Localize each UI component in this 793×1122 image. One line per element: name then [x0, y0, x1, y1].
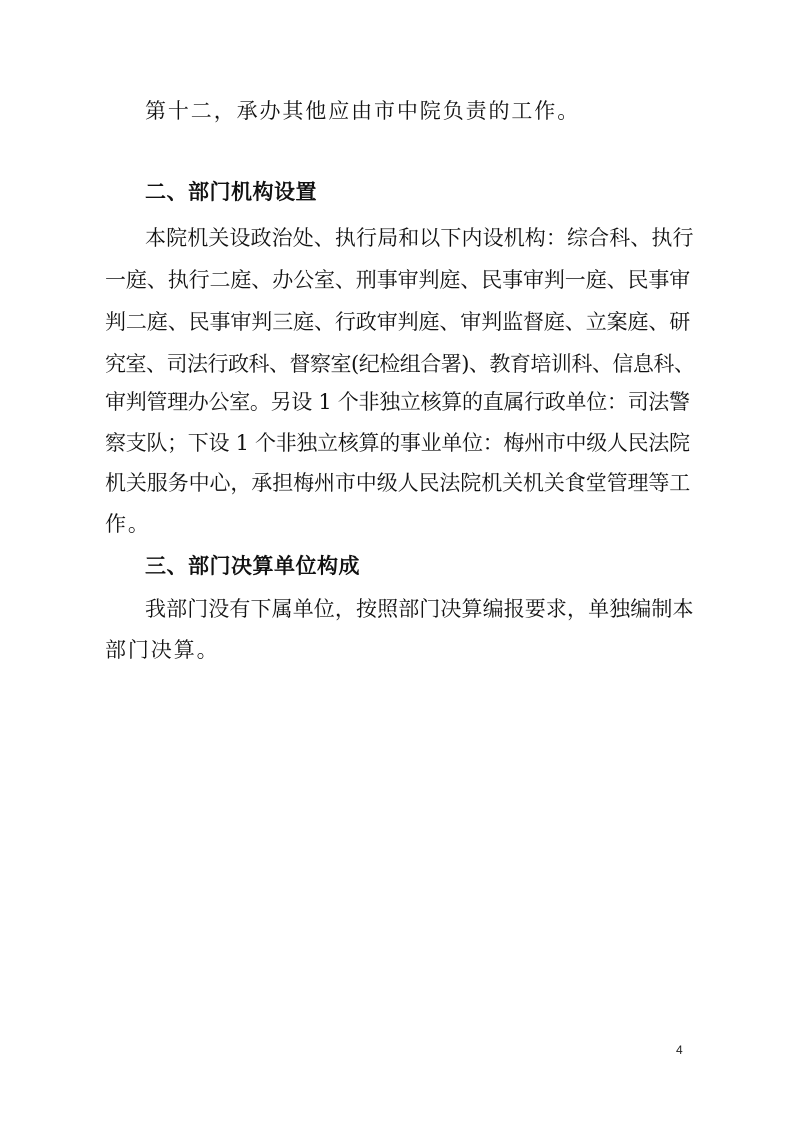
section-3-line: 部门决算。 — [105, 638, 220, 662]
section-2-line: 作。 — [105, 512, 151, 536]
section-2-line: 究室、司法行政科、督察室(纪检组合署)、教育培训科、信息科、 — [105, 352, 695, 376]
page-number: 4 — [676, 1043, 683, 1057]
section-2-line: 察支队；下设 1 个非独立核算的事业单位：梅州市中级人民法院 — [105, 431, 690, 455]
section-2-line: 判二庭、民事审判三庭、行政审判庭、审判监督庭、立案庭、研 — [105, 310, 691, 334]
section-2-line: 机关服务中心，承担梅州市中级人民法院机关机关食堂管理等工 — [105, 471, 691, 495]
section-2-line: 本院机关设政治处、执行局和以下内设机构：综合科、执行 — [145, 226, 694, 250]
section-2-heading: 二、部门机构设置 — [145, 180, 317, 204]
intro-paragraph: 第十二，承办其他应由市中院负责的工作。 — [145, 99, 581, 123]
section-2-line: 审判管理办公室。另设 1 个非独立核算的直属行政单位：司法警 — [105, 390, 690, 414]
section-3-line: 我部门没有下属单位，按照部门决算编报要求，单独编制本 — [145, 597, 694, 621]
section-3-heading: 三、部门决算单位构成 — [145, 554, 360, 578]
section-2-line: 一庭、执行二庭、办公室、刑事审判庭、民事审判一庭、民事审 — [105, 268, 691, 292]
